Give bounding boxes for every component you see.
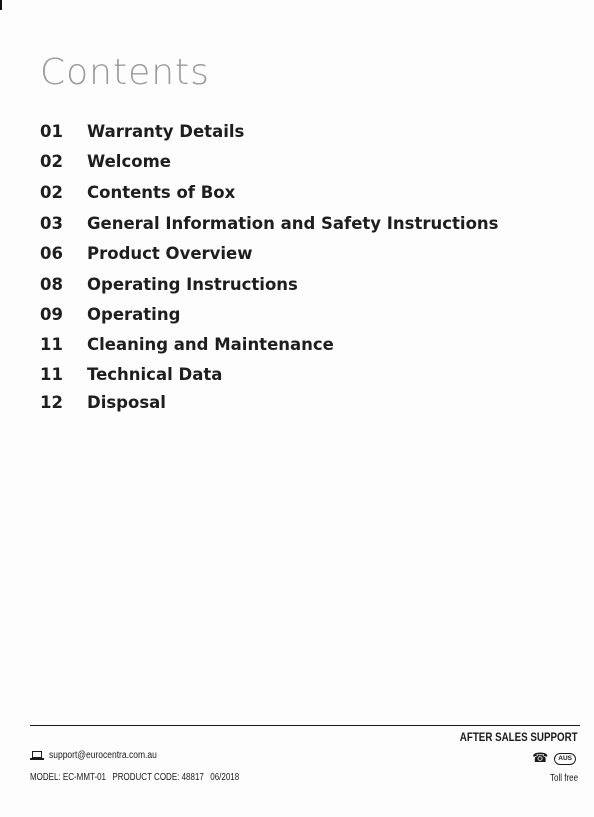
toc-item-warranty-details[interactable] [40, 122, 244, 141]
toc-item-disposal[interactable] [40, 393, 166, 412]
laptop-icon [30, 751, 44, 761]
toc-item-contents-of-box[interactable] [40, 183, 235, 202]
toc-page-number: 11 [40, 335, 63, 354]
page-title: Contents [40, 52, 210, 93]
toc-page-number: 06 [40, 244, 63, 263]
footer-divider [30, 725, 580, 726]
phone-support [532, 752, 576, 765]
toc-item-operating[interactable] [40, 305, 180, 324]
toc-page-number: 09 [40, 305, 63, 324]
support-email-line [30, 750, 176, 761]
toc-item-technical-data[interactable] [40, 365, 222, 384]
toc-label: Welcome [87, 152, 171, 171]
toc-label: Cleaning and Maintenance [87, 335, 334, 354]
toc-page-number: 02 [40, 183, 63, 202]
product-code: PRODUCT CODE: 48817 [112, 772, 204, 783]
toc-label: Disposal [87, 393, 166, 412]
scan-mark [0, 0, 2, 10]
phone-icon: ☎ [532, 751, 549, 766]
toc-item-product-overview[interactable] [40, 244, 253, 263]
toc-page-number: 03 [40, 214, 63, 233]
support-email-link[interactable]: support@eurocentra.com.au [49, 750, 157, 761]
toc-page-number: 02 [40, 152, 63, 171]
toc-item-welcome[interactable] [40, 152, 171, 171]
aus-badge: AUS [554, 753, 576, 765]
toc-page-number: 01 [40, 122, 63, 141]
model-info [30, 772, 246, 783]
toc-page-number: 11 [40, 365, 63, 384]
toc-page-number: 08 [40, 275, 63, 294]
toc-label: Product Overview [87, 244, 253, 263]
toc-item-operating-instructions[interactable] [40, 275, 298, 294]
toc-item-general-information[interactable] [40, 214, 499, 233]
model-number: MODEL: EC-MMT-01 [30, 772, 107, 783]
toc-label: Warranty Details [87, 122, 245, 141]
toll-free-label: Toll free [549, 773, 578, 784]
toc-label: Operating [87, 305, 181, 324]
toc-label: Technical Data [87, 365, 223, 384]
toc-item-cleaning-and-maintenance[interactable] [40, 335, 334, 354]
toc-label: Operating Instructions [87, 275, 298, 294]
after-sales-heading: AFTER SALES SUPPORT [460, 732, 578, 744]
toc-page-number: 12 [40, 393, 63, 412]
print-date: 06/2018 [210, 772, 240, 783]
toc-label: General Information and Safety Instructions [87, 214, 499, 233]
toc-label: Contents of Box [87, 183, 236, 202]
